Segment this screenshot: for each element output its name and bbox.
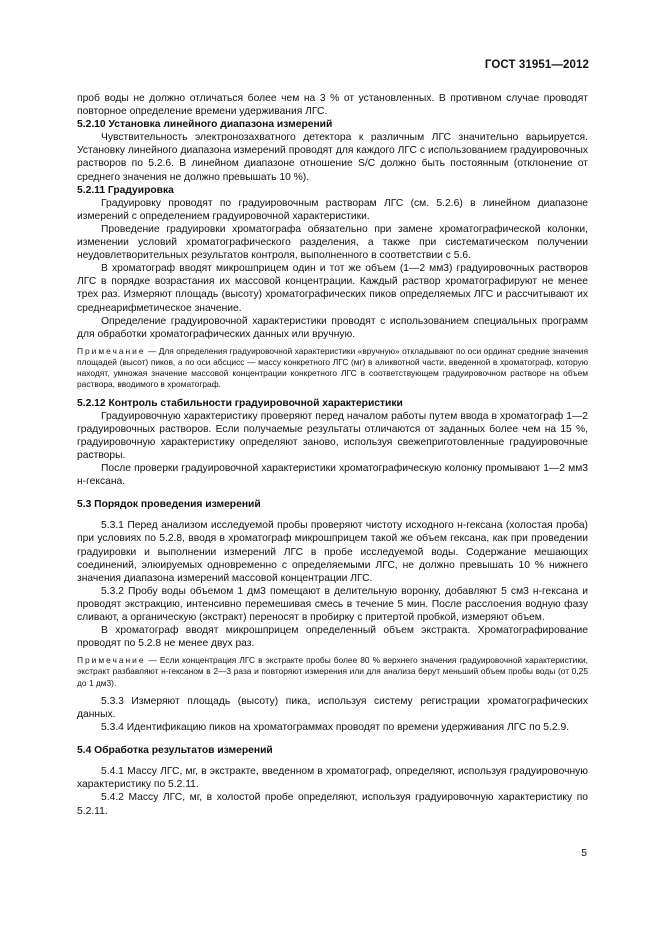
note-label: Примечание bbox=[77, 345, 146, 356]
paragraph: Проведение градуировки хроматографа обязательно при замене хроматографической колонки, изменении условий хроматографического разделения, а также при систематическом получении неудовлетворительных результатов контроля, выполненного в соответствии с 5.6. bbox=[77, 223, 588, 262]
paragraph: После проверки градуировочной характеристики хроматографическую колонку промывают 1—2 мм3 н-гексана. bbox=[77, 463, 588, 488]
paragraph: 5.3.1 Перед анализом исследуемой пробы проверяют чистоту исходного н-гексана (холостая проба) при условиях по 5.2.8, вводя в хроматограф микрошприцем такой же объем гексана, как при проведении градуировки и выполнении измерений ЛГС в пробе исследуемой воды. Содержание мешающих соединений, элюируемых одновременно с определяемыми ЛГС, не должно превышать 10 % нижнего значения диапазона измерений массовой концентрации ЛГС. bbox=[77, 520, 588, 584]
section-heading-5-4: 5.4 Обработка результатов измерений bbox=[77, 745, 273, 757]
paragraph: Чувствительность электронозахватного детектора к различным ЛГС значительно варьируется. Установку линейного диапазона измерений проводят для каждого ЛГС с использованием градуировочных растворов по 5.2.6. В линейном диапазоне отношение S/C должно быть постоянным (отклонение от среднего значения не должно превышать 10 %). bbox=[77, 132, 588, 183]
paragraph: 5.3.3 Измеряют площадь (высоту) пика, используя систему регистрации хроматографических данных. bbox=[77, 695, 588, 720]
note-label: Примечание bbox=[77, 655, 146, 666]
paragraph: Градуировочную характеристику проверяют перед началом работы путем ввода в хроматограф 1—2 градуировочных растворов. Если получаемые результаты отличаются от заданных более чем на 15 %, градуировочную характеристику определяют заново, используя свежеприготовленные градуировочные растворы. bbox=[77, 410, 588, 461]
document-body bbox=[77, 92, 588, 818]
paragraph: Градуировку проводят по градуировочным растворам ЛГС (см. 5.2.6) в линейном диапазоне измерений с определением градуировочной характеристики. bbox=[77, 197, 588, 222]
section-heading-5-2-11: 5.2.11 Градуировка bbox=[77, 184, 174, 196]
paragraph: 5.4.1 Массу ЛГС, мг, в экстракте, введенном в хроматограф, определяют, используя градуировочную характеристику по 5.2.11. bbox=[77, 766, 588, 791]
paragraph: Определение градуировочной характеристики проводят с использованием специальных программ для обработки хроматографических данных или вручную. bbox=[77, 315, 588, 340]
paragraph: 5.3.2 Пробу воды объемом 1 дм3 помещают в делительную воронку, добавляют 5 см3 н-гексана и проводят экстракцию, интенсивно перемешивая смесь в течение 5 мин. После расслоения водную фазу сливают, а органическую (экстракт) переносят в пробирку с притертой пробкой, измеряют объем. bbox=[77, 585, 588, 623]
document-id: ГОСТ 31951—2012 bbox=[484, 59, 589, 71]
note-text: — Если концентрация ЛГС в экстракте пробы более 80 % верхнего значения градуировочной характеристики, экстракт разбавляют н-гексаном в 2—3 раза и повторяют измерения или для анализа берут меньший объем пробы воды (от 0,25 до 1 дм3). bbox=[77, 655, 588, 688]
paragraph: В хроматограф вводят микрошприцем один и тот же объем (1—2 мм3) градуировочных растворов ЛГС в порядке возрастания их массовой концентрации. Каждый раствор хроматографируют не менее трех раз. Измеряют площадь (высоту) хроматографических пиков определяемых ЛГС и рассчитывают их среднеарифметическое значение. bbox=[77, 263, 588, 314]
paragraph: 5.4.2 Массу ЛГС, мг, в холостой пробе определяют, используя градуировочную характеристику по 5.2.11. bbox=[77, 792, 588, 817]
note bbox=[77, 655, 588, 689]
paragraph: проб воды не должно отличаться более чем на 3 % от установленных. В противном случае проводят повторное определение времени удерживания ЛГС. bbox=[77, 93, 588, 118]
note bbox=[77, 346, 588, 391]
section-heading-5-2-12: 5.2.12 Контроль стабильности градуировочной характеристики bbox=[77, 397, 403, 409]
paragraph: 5.3.4 Идентификацию пиков на хроматограммах проводят по времени удерживания ЛГС по 5.2.9. bbox=[101, 722, 570, 734]
page-number: 5 bbox=[581, 848, 587, 859]
section-heading-5-2-10: 5.2.10 Установка линейного диапазона измерений bbox=[77, 119, 333, 131]
paragraph: В хроматограф вводят микрошприцем определенный объем экстракта. Хроматографирование проводят по 5.2.8 не менее двух раз. bbox=[77, 625, 588, 650]
note-text: — Для определения градуировочной характеристики «вручную» откладывают по оси ординат средние значения площадей (высот) пиков, а по оси абсцисс — массу конкретного ЛГС (мг) в аликвотной части, введенной в хроматограф, которую находят, умножая значение массовой концентрации конкретного ЛГС в соответствующем градуировочном растворе на объем раствора, вводимого в хроматограф. bbox=[77, 345, 588, 390]
section-heading-5-3: 5.3 Порядок проведения измерений bbox=[77, 499, 261, 511]
